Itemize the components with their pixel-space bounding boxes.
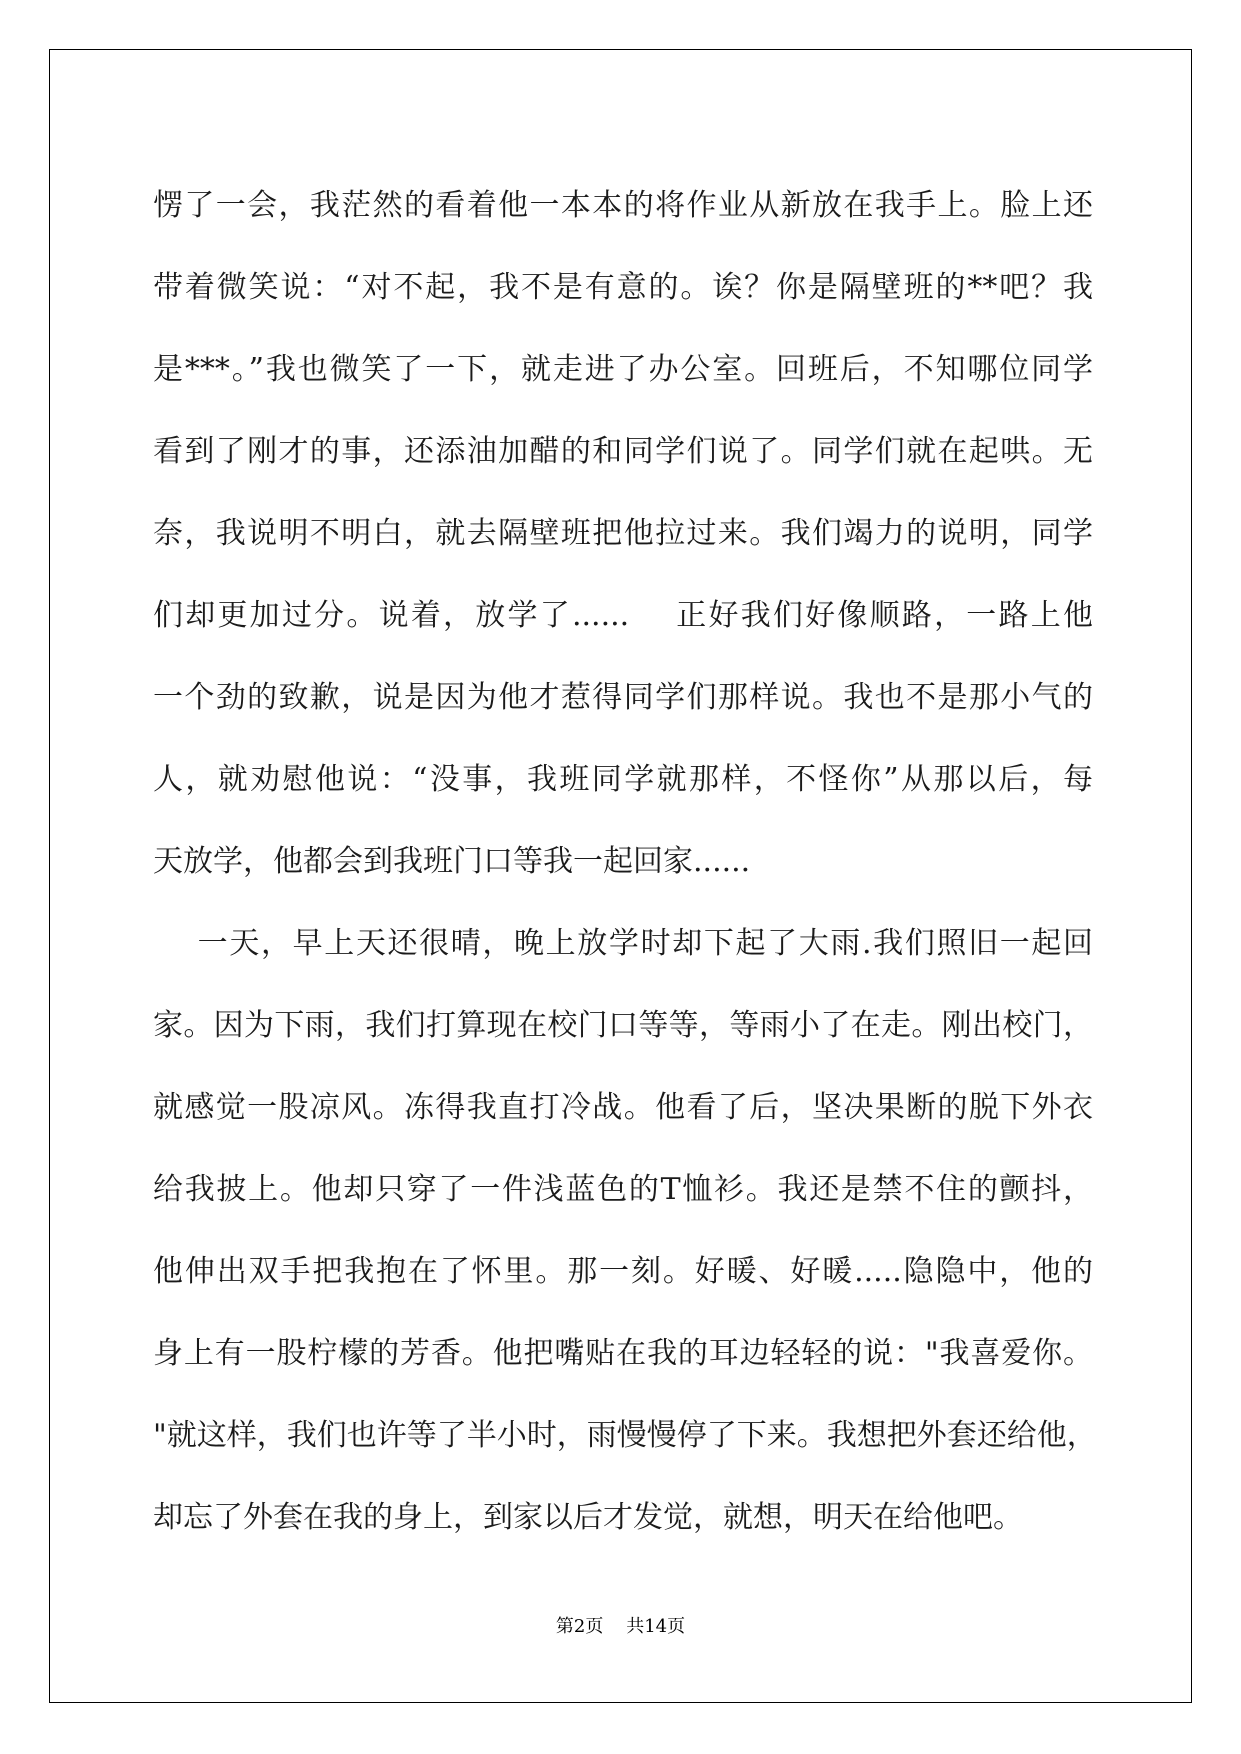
text-line: 人，就劝慰他说：“没事，我班同学就那样，不怪你”从那以后，每 <box>153 762 1093 797</box>
text-line: 奈，我说明不明白，就去隔壁班把他拉过来。我们竭力的说明，同学 <box>153 516 1093 551</box>
text-line: 一个劲的致歉，说是因为他才惹得同学们那样说。我也不是那小气的 <box>153 680 1093 715</box>
text-line: 却忘了外套在我的身上，到家以后才发觉，就想，明天在给他吧。 <box>153 1500 1023 1535</box>
text-line: "就这样，我们也许等了半小时，雨慢慢停了下来。我想把外套还给他， <box>153 1418 1097 1453</box>
text-line: 给我披上。他却只穿了一件浅蓝色的T恤衫。我还是禁不住的颤抖， <box>153 1172 1093 1207</box>
text-line: 家。因为下雨，我们打算现在校门口等等，等雨小了在走。刚出校门， <box>153 1008 1093 1043</box>
text-line: 就感觉一股凉风。冻得我直打冷战。他看了后，坚决果断的脱下外衣 <box>153 1090 1093 1125</box>
page-number: 第2页 共14页 <box>555 1616 686 1637</box>
text-line: 们却更加过分。说着，放学了...... 正好我们好像顺路，一路上他 <box>153 598 1093 633</box>
text-line: 天放学，他都会到我班门口等我一起回家...... <box>153 844 751 879</box>
text-line: 他伸出双手把我抱在了怀里。那一刻。好暖、好暖.....隐隐中，他的 <box>153 1254 1093 1289</box>
text-line: 愣了一会，我茫然的看着他一本本的将作业从新放在我手上。脸上还 <box>153 188 1093 223</box>
text-line: 身上有一股柠檬的芳香。他把嘴贴在我的耳边轻轻的说："我喜爱你。 <box>153 1336 1093 1371</box>
text-line: 一天，早上天还很晴，晚上放学时却下起了大雨.我们照旧一起回 <box>153 926 1093 961</box>
text-line: 带着微笑说：“对不起，我不是有意的。诶？你是隔壁班的**吧？我 <box>153 270 1093 305</box>
page-footer <box>0 1612 1241 1638</box>
text-line: 是***。”我也微笑了一下，就走进了办公室。回班后，不知哪位同学 <box>153 352 1093 387</box>
document-body <box>153 165 1097 1559</box>
text-line: 看到了刚才的事，还添油加醋的和同学们说了。同学们就在起哄。无 <box>153 434 1093 469</box>
